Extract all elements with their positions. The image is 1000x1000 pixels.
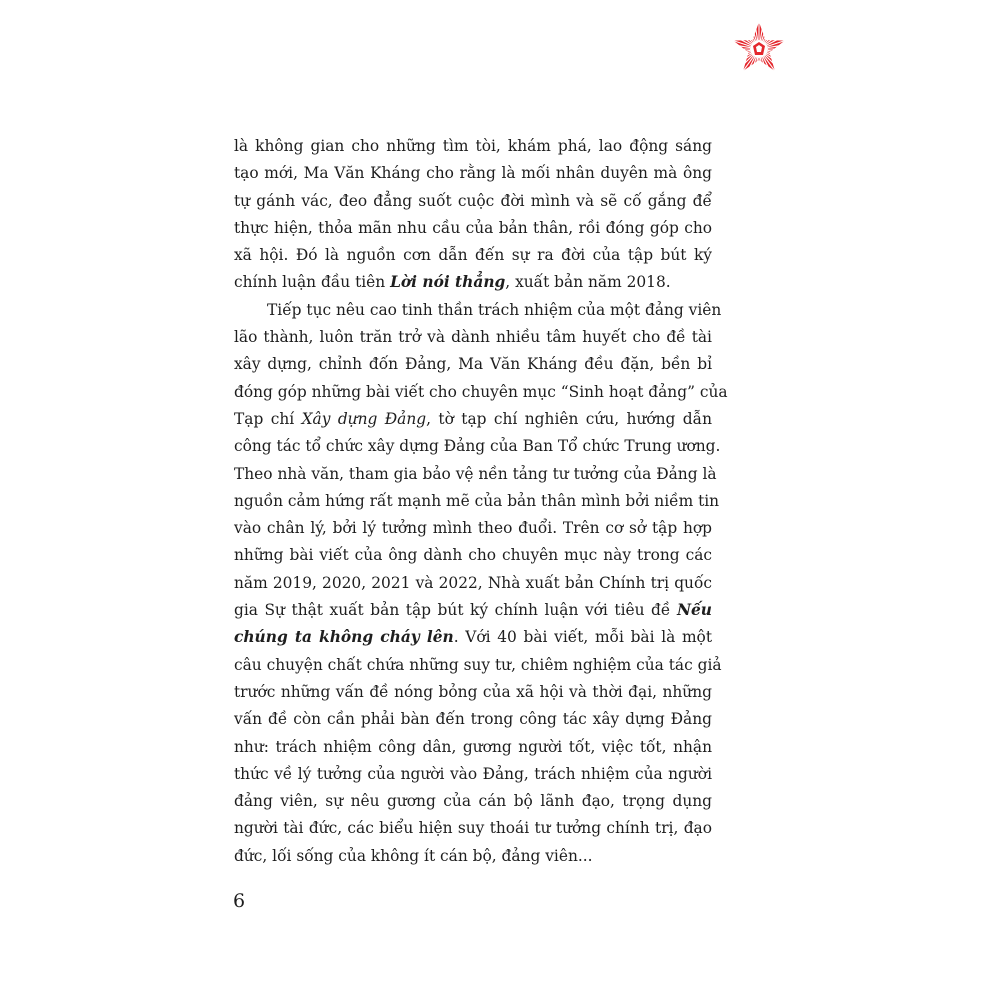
text-run: , tờ tạp chí nghiên cứu, hướng dẫn [426, 409, 712, 428]
text-line: vào chân lý, bởi lý tưởng mình theo đuổi. Trên cơ sở tập hợp [234, 519, 712, 538]
text-line: đức, lối sống của không ít cán bộ, đảng viên... [234, 846, 593, 865]
magazine-title: Xây dựng Đảng [301, 409, 427, 428]
text-line: tạo mới, Ma Văn Kháng cho rằng là mối nhân duyên mà ông [234, 164, 712, 183]
book-title-part: Nếu [676, 601, 712, 620]
body-text [234, 133, 728, 870]
text-line: xây dựng, chỉnh đốn Đảng, Ma Văn Kháng đều đặn, bền bỉ [234, 355, 712, 374]
text-line: năm 2019, 2020, 2021 và 2022, Nhà xuất bản Chính trị quốc [234, 573, 712, 592]
text-line: nguồn cảm hứng rất mạnh mẽ của bản thân mình bởi niềm tin [234, 491, 720, 510]
text-line [234, 406, 712, 433]
text-line: tự gánh vác, đeo đẳng suốt cuộc đời mình và sẽ cố gắng để [234, 191, 712, 210]
text-line: như: trách nhiệm công dân, gương người tốt, việc tốt, nhận [234, 737, 712, 756]
book-title-loi-noi-thang: Lời nói thẳng [390, 273, 506, 292]
text-run: chính luận đầu tiên [234, 273, 391, 292]
text-line: thức về lý tưởng của người vào Đảng, trách nhiệm của người [234, 764, 712, 783]
publisher-star-logo-icon [728, 22, 790, 80]
text-line [234, 597, 712, 624]
text-line: vấn đề còn cần phải bàn đến trong công tác xây dựng Đảng [234, 710, 712, 729]
text-line: trước những vấn đề nóng bỏng của xã hội và thời đại, những [234, 682, 712, 701]
text-line: lão thành, luôn trăn trở và dành nhiều tâm huyết cho đề tài [234, 328, 712, 347]
text-run: Tạp chí [234, 409, 302, 428]
text-run: , xuất bản năm 2018. [505, 273, 671, 292]
page-number: 6 [233, 890, 246, 912]
text-line: thực hiện, thỏa mãn nhu cầu của bản thân, rồi đóng góp cho [234, 218, 712, 237]
text-line: công tác tổ chức xây dựng Đảng của Ban Tổ chức Trung ương. [234, 437, 721, 456]
text-line: người tài đức, các biểu hiện suy thoái tư tưởng chính trị, đạo [234, 819, 712, 838]
text-line [234, 269, 712, 296]
text-line: Theo nhà văn, tham gia bảo vệ nền tảng tư tưởng của Đảng là [234, 464, 717, 483]
text-line: những bài viết của ông dành cho chuyên mục này trong các [234, 546, 712, 565]
text-line: là không gian cho những tìm tòi, khám phá, lao động sáng [234, 137, 712, 155]
text-line: xã hội. Đó là nguồn cơn dẫn đến sự ra đời của tập bút ký [234, 246, 712, 265]
book-title-part: chúng ta không cháy lên [234, 628, 454, 647]
text-run: . Với 40 bài viết, mỗi bài là một [453, 628, 713, 647]
text-line [234, 624, 712, 651]
text-run: gia Sự thật xuất bản tập bút ký chính luận với tiêu đề [234, 601, 677, 620]
text-line: Tiếp tục nêu cao tinh thần trách nhiệm của một đảng viên [267, 300, 722, 319]
text-line: câu chuyện chất chứa những suy tư, chiêm nghiệm của tác giả [234, 655, 722, 674]
text-line: đóng góp những bài viết cho chuyên mục “Sinh hoạt đảng” của [234, 382, 728, 401]
text-line: đảng viên, sự nêu gương của cán bộ lãnh đạo, trọng dụng [234, 792, 712, 811]
